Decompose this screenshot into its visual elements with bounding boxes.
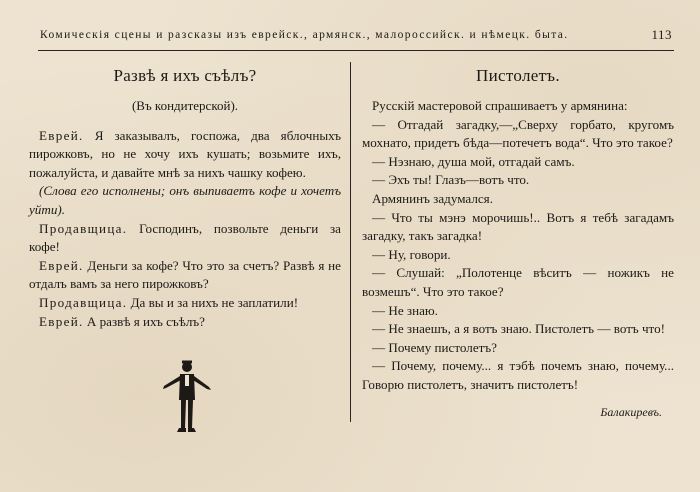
dialogue-line: — Ну, говори. <box>372 246 451 262</box>
page-number: 113 <box>651 27 672 42</box>
speaker-label: Еврей. <box>39 127 84 143</box>
speaker-label: Продавщица. <box>39 294 128 310</box>
dialogue-paragraph <box>29 257 341 294</box>
dialogue-text: Я заказывалъ, госпожа, два яблочныхъ пирожковъ, но не хочу ихъ кушать; возьмите ихъ, пожалуйста, и давайте мнѣ за нихъ чашку кофею. <box>29 127 341 180</box>
dialogue-line: — Почему, почему... я тэбѣ почемъ знаю, почему... Говорю пистолетъ, значитъ пистолетъ! <box>362 358 674 392</box>
stage-direction <box>29 182 341 219</box>
dialogue-text: Деньги за кофе? Что это за счетъ? Развѣ я не отдалъ вамъ за него пирожковъ? <box>29 257 341 292</box>
narration-line: Армянинъ задумался. <box>372 190 493 206</box>
dialogue-line: — Слушай: „Полотенце вѣситъ — ножикъ не возмешъ“. Что это такое? <box>362 265 674 299</box>
running-title: Комическія сцены и разсказы изъ еврейск., армянск., малороссийск. и нѣмецк. быта. <box>40 29 569 41</box>
dialogue-text: Да вы и за нихъ не заплатили! <box>130 294 299 310</box>
header-rule <box>38 50 674 51</box>
speaker-label: Еврей. <box>39 257 84 273</box>
right-story-title: Пистолетъ. <box>476 66 560 85</box>
dialogue-line: — Не знаю. <box>372 302 438 318</box>
speaker-label: Еврей. <box>39 313 84 329</box>
dialogue-line: — Что ты мэнэ морочишь!.. Вотъ я тебѣ загадамъ загадку, такъ загадка! <box>362 209 674 244</box>
dialogue-line: — Нэзнаю, душа мой, отгадай самъ. <box>372 153 575 169</box>
dialogue-paragraph <box>29 294 341 313</box>
dialogue-paragraph <box>29 220 341 257</box>
dialogue-line: — Почему пистолетъ? <box>372 339 497 355</box>
dialogue-line: — Отгадай загадку,—„Сверху горбато, кругомъ мохнато, придетъ бѣда—потечетъ вода“. Что это такое? <box>362 116 674 151</box>
dialogue-text: А развѣ я ихъ съѣлъ? <box>86 313 205 329</box>
right-column <box>362 66 674 421</box>
dialogue-paragraph <box>29 127 341 183</box>
left-column <box>29 66 341 331</box>
dancing-man-illustration <box>160 360 214 434</box>
narration-line: Русскій мастеровой спрашиваетъ у армянина: <box>372 98 628 113</box>
dialogue-line: — Эхъ ты! Глазъ—вотъ что. <box>372 172 530 188</box>
dialogue-text: Господинъ, позвольте деньги за кофе! <box>29 220 341 255</box>
left-story-title: Развѣ я ихъ съѣлъ? <box>113 66 257 85</box>
column-divider <box>350 62 351 422</box>
dialogue-line: — Не знаешъ, а я вотъ знаю. Пистолетъ — вотъ что! <box>372 321 665 337</box>
stage-direction-text: (Слова его исполнены; онъ выпиваетъ кофе и хочетъ уйти). <box>29 183 341 217</box>
dialogue-paragraph <box>29 313 341 332</box>
left-story-subtitle: (Въ кондитерской). <box>131 98 239 113</box>
running-header <box>40 29 672 41</box>
speaker-label: Продавщица. <box>39 220 128 236</box>
author-signature: Балакиревъ. <box>600 404 662 419</box>
